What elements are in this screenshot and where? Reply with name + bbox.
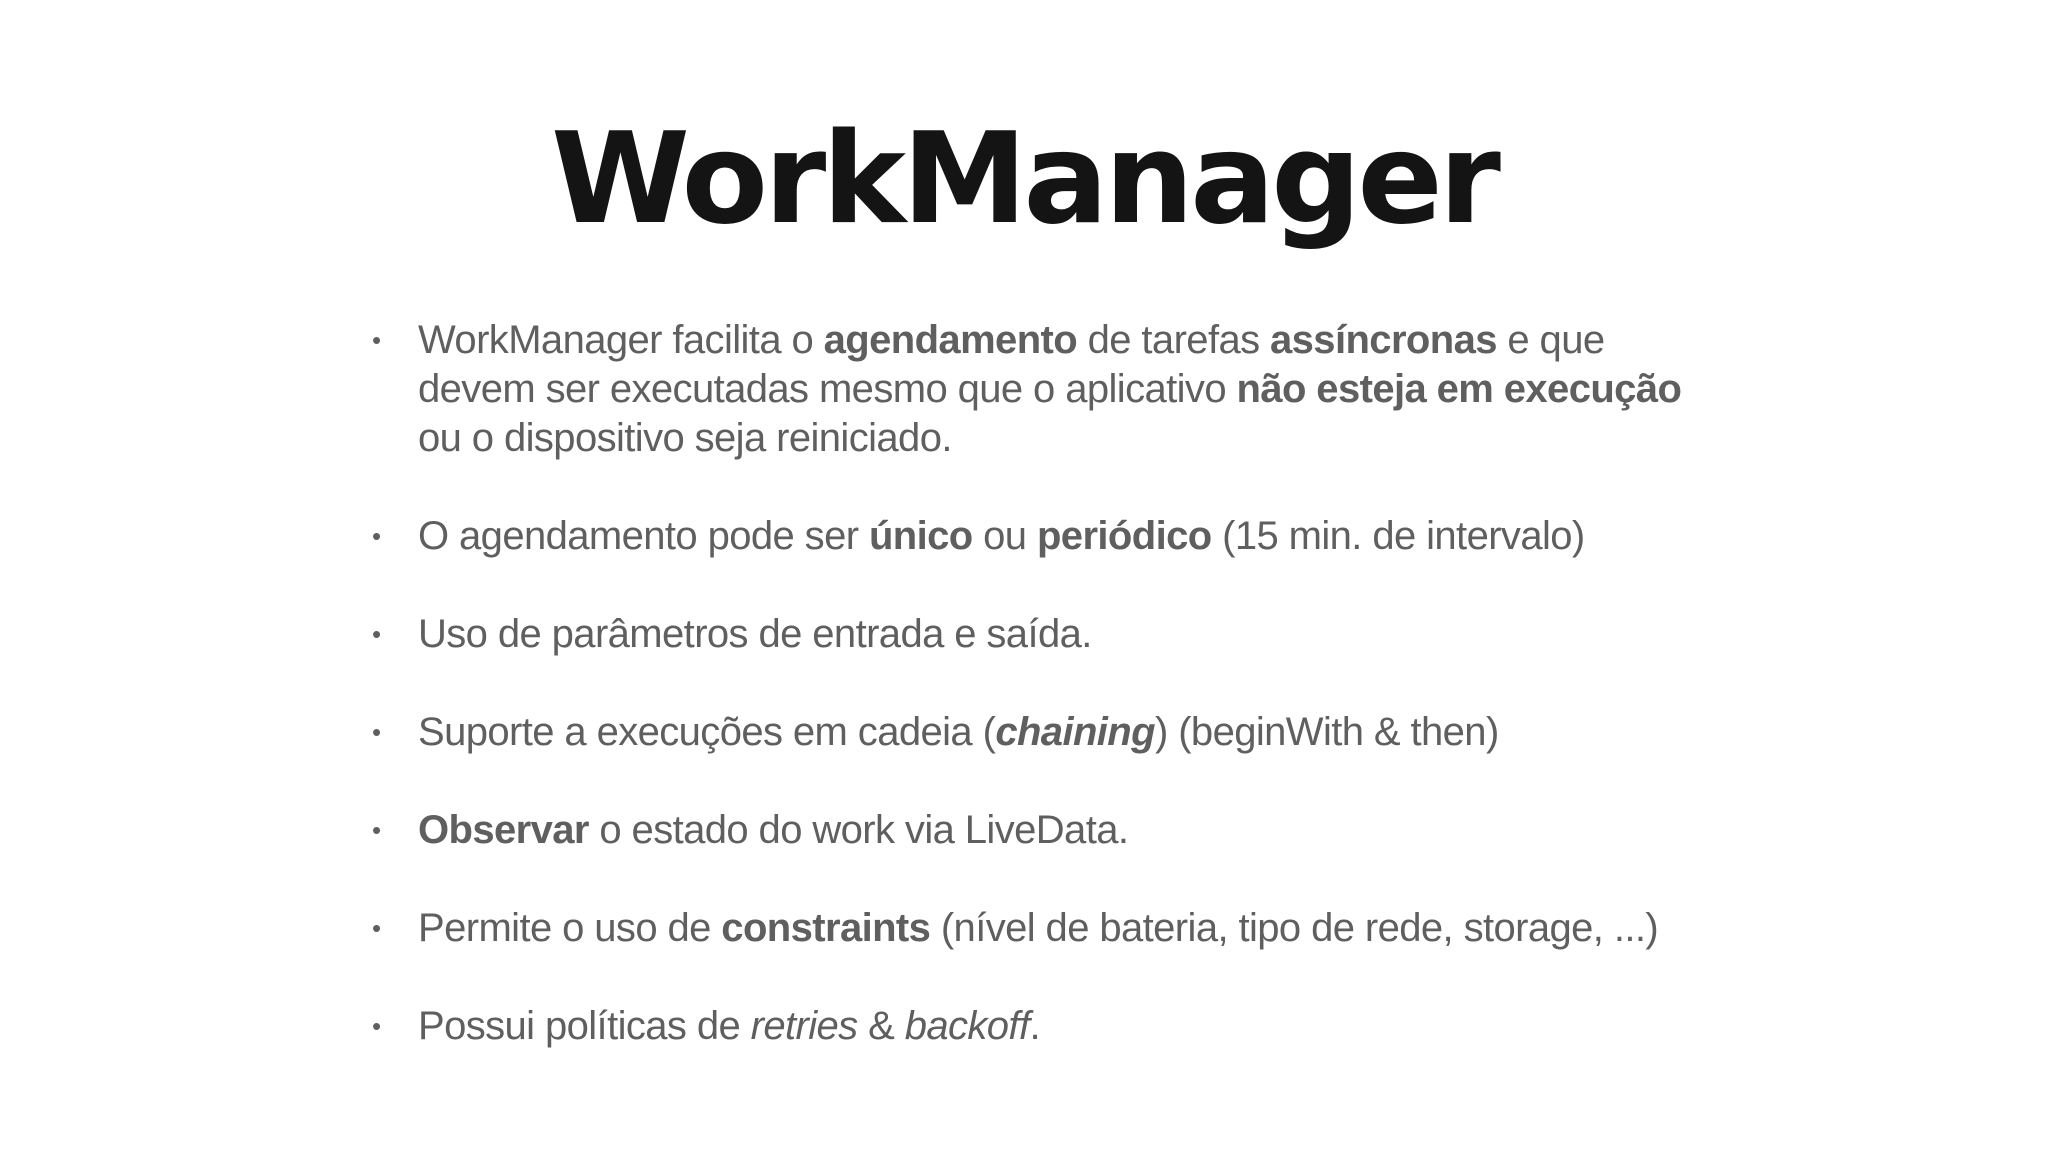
- bullet-item-5: [372, 806, 1712, 855]
- bullet-dot-icon: •: [372, 717, 381, 747]
- bullet-text: Observar o estado do work via LiveData.: [418, 808, 1129, 852]
- bullet-dot-icon: •: [372, 815, 381, 845]
- bullet-dot-icon: •: [372, 521, 381, 551]
- bullet-item-2: [372, 512, 1712, 561]
- bullet-list: [372, 316, 1712, 1051]
- bullet-dot-icon: •: [372, 619, 381, 649]
- bullet-text: WorkManager facilita o agendamento de tarefas assíncronas e que devem ser executadas mesmo que o aplicativo não esteja em execução ou o dispositivo seja reiniciado.: [418, 318, 1682, 460]
- bullet-dot-icon: •: [372, 1011, 381, 1041]
- slide-title: WorkManager: [551, 105, 1497, 252]
- bullet-text: Possui políticas de retries & backoff.: [418, 1004, 1040, 1048]
- bullet-item-1: [372, 316, 1712, 463]
- bullet-item-4: [372, 708, 1712, 757]
- bullet-text: O agendamento pode ser único ou periódico (15 min. de intervalo): [418, 514, 1585, 558]
- bullet-item-6: [372, 904, 1712, 953]
- bullet-text: Uso de parâmetros de entrada e saída.: [418, 612, 1092, 656]
- bullet-item-7: [372, 1002, 1712, 1051]
- bullet-dot-icon: •: [372, 325, 381, 355]
- bullet-dot-icon: •: [372, 913, 381, 943]
- bullet-text: Permite o uso de constraints (nível de bateria, tipo de rede, storage, ...): [418, 906, 1659, 950]
- bullet-text: Suporte a execuções em cadeia (chaining) (beginWith & then): [418, 710, 1499, 754]
- bullet-item-3: [372, 610, 1712, 659]
